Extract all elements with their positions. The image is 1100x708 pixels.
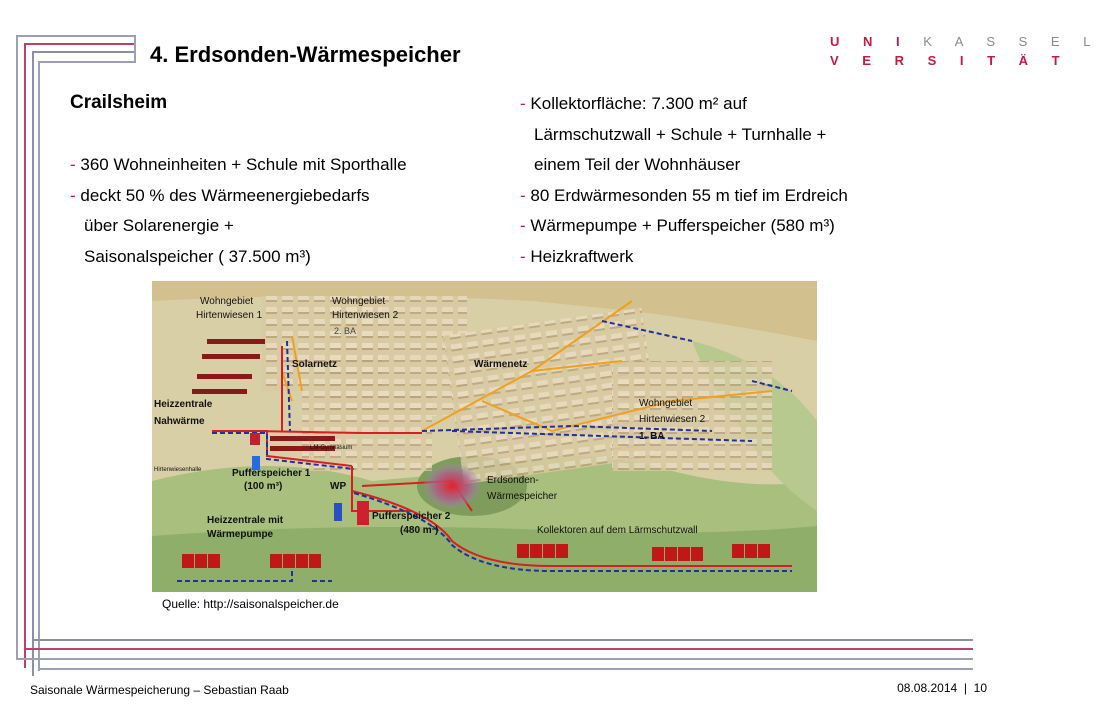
image-source: Quelle: http://saisonalspeicher.de — [162, 597, 339, 611]
map-label: Pufferspeicher 2 — [372, 511, 451, 522]
site-plan-image — [152, 281, 817, 592]
bullet-item: - Wärmepumpe + Pufferspeicher (580 m³) — [520, 216, 835, 235]
map-label: Hirtenwiesen 2 — [332, 310, 399, 321]
page-number: 10 — [973, 681, 987, 695]
footer-meta — [897, 681, 987, 695]
map-label: Kollektoren auf dem Lärmschutzwall — [537, 525, 698, 536]
uni-kassel-logo: U N I K A S S E L V E R S I T Ä T — [830, 34, 1100, 68]
bullet-item: - Heizkraftwerk — [520, 246, 634, 266]
bullet-item: - Kollektorfläche: 7.300 m² auf — [520, 94, 747, 113]
bullet-continuation: über Solarenergie + — [84, 216, 234, 235]
bullet-continuation: Lärmschutzwall + Schule + Turnhalle + — [534, 124, 827, 144]
map-label: Nahwärme — [154, 416, 205, 427]
bullet-item: - 360 Wohneinheiten + Schule mit Sporthalle — [70, 155, 407, 174]
slide-title: 4. Erdsonden-Wärmespeicher — [150, 42, 461, 67]
map-label: Pufferspeicher 1 — [232, 468, 311, 479]
bullet-continuation: einem Teil der Wohnhäuser — [534, 155, 741, 174]
bullet-continuation: Saisonalspeicher ( 37.500 m³) — [84, 246, 311, 266]
map-label: Heizzentrale — [154, 399, 213, 410]
map-label: Hirtenwiesen 1 — [196, 310, 263, 321]
section-heading: Crailsheim — [70, 92, 168, 113]
left-bullets — [70, 150, 407, 272]
map-label: Hirtenwiesenhalle — [154, 467, 202, 473]
map-label: Wärmespeicher — [487, 491, 558, 502]
map-label: Wohngebiet — [200, 296, 254, 307]
map-label: Erdsonden- — [487, 475, 539, 486]
map-label: 1. BA — [639, 431, 665, 442]
bullet-item: - deckt 50 % des Wärmeenergiebedarfs — [70, 185, 370, 205]
map-label: (480 m³) — [400, 525, 439, 536]
bullet-item: - 80 Erdwärmesonden 55 m tief im Erdreich — [520, 185, 848, 205]
map-label: Wohngebiet — [639, 398, 693, 409]
footer-date: 08.08.2014 — [897, 681, 958, 695]
map-label: WP — [330, 481, 347, 492]
footer-separator: | — [963, 681, 967, 695]
right-bullets — [520, 89, 848, 272]
map-label: Hirtenwiesen 2 — [639, 414, 706, 425]
footer-title: Saisonale Wärmespeicherung – Sebastian Raab — [30, 683, 289, 697]
map-label: Wärmepumpe — [207, 529, 274, 540]
map-label: Solarnetz — [292, 359, 338, 370]
map-label: Heizzentrale mit — [207, 515, 284, 526]
map-label: LM-Gymnasium — [310, 445, 353, 451]
map-label: 2. BA — [334, 326, 357, 336]
map-label: (100 m³) — [244, 481, 283, 492]
map-label: Wohngebiet — [332, 296, 386, 307]
map-label: Wärmenetz — [474, 359, 528, 370]
